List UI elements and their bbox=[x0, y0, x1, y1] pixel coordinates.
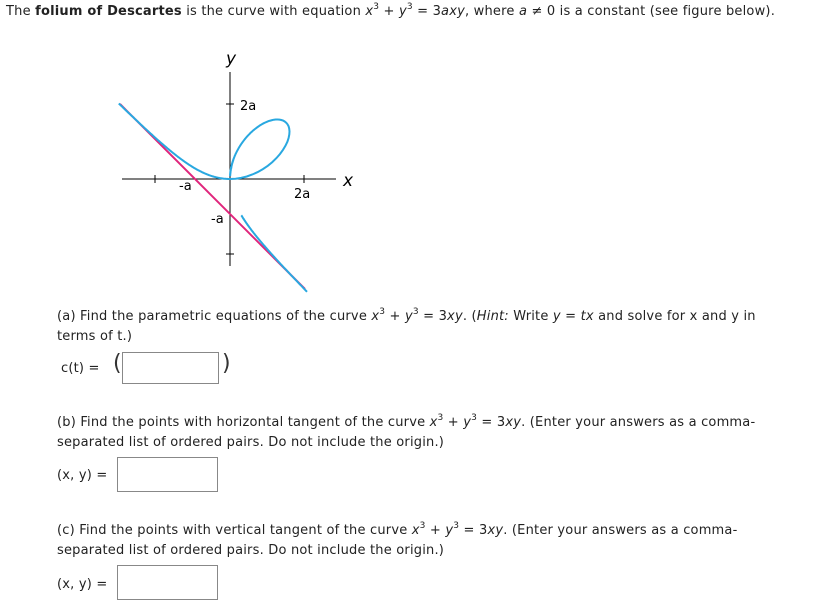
part-c-text-end: . (Enter your answers as a comma- bbox=[503, 523, 738, 538]
part-b-answer-input[interactable] bbox=[117, 457, 218, 492]
part-c-eq: = 3 bbox=[459, 523, 488, 538]
part-b-y: y bbox=[463, 415, 472, 430]
tick-label-2a-x: 2a bbox=[294, 187, 311, 202]
tick-label-neg-a-y: -a bbox=[211, 212, 224, 227]
x-axis-label: x bbox=[343, 171, 354, 191]
part-c-line2: separated list of ordered pairs. Do not include the origin.) bbox=[57, 543, 445, 558]
part-a-hint-y: y bbox=[552, 309, 561, 324]
part-a-line1 bbox=[57, 309, 756, 324]
part-a-text-end: and solve for x and y in bbox=[593, 309, 756, 324]
part-b-line2: separated list of ordered pairs. Do not include the origin.) bbox=[57, 435, 445, 450]
part-a-hint-tx: tx bbox=[580, 309, 594, 324]
part-b-text: (b) Find the points with horizontal tangent of the curve bbox=[57, 415, 430, 430]
part-c-line1 bbox=[57, 523, 737, 538]
part-a-dot: . ( bbox=[462, 309, 477, 324]
part-b-exp1: 3 bbox=[437, 413, 444, 423]
part-a-text: (a) Find the parametric equations of the curve bbox=[57, 309, 372, 324]
part-a-x: x bbox=[371, 309, 380, 324]
part-b-eq: = 3 bbox=[477, 415, 506, 430]
eq-a: a bbox=[518, 4, 528, 19]
part-c-text: (c) Find the points with vertical tangent of the curve bbox=[57, 523, 412, 538]
part-b-text-end: . (Enter your answers as a comma- bbox=[521, 415, 756, 430]
open-paren: ( bbox=[113, 351, 122, 376]
part-a-plus: + bbox=[385, 309, 405, 324]
part-a-hint: Hint: bbox=[476, 309, 509, 324]
eq-x: x bbox=[365, 4, 374, 19]
part-a-line2: terms of t.) bbox=[57, 329, 133, 344]
part-b-label: (x, y) = bbox=[57, 468, 108, 483]
intro-term: folium of Descartes bbox=[35, 4, 182, 19]
intro-suffix: ≠ 0 is a constant (see figure below). bbox=[527, 4, 776, 19]
part-a-label: c(t) = bbox=[61, 361, 100, 376]
intro-prefix: The bbox=[6, 4, 36, 19]
part-a-exp2: 3 bbox=[412, 307, 419, 317]
part-b-x: x bbox=[429, 415, 438, 430]
part-c-xy: xy bbox=[487, 523, 504, 538]
part-c-x: x bbox=[411, 523, 420, 538]
tick-label-neg-a-x: -a bbox=[179, 179, 192, 194]
eq-plus: + bbox=[379, 4, 399, 19]
part-a-xy: xy bbox=[447, 309, 463, 324]
part-c-plus: + bbox=[425, 523, 446, 538]
eq-exp1: 3 bbox=[373, 2, 380, 12]
close-paren: ) bbox=[222, 351, 231, 376]
eq-exp2: 3 bbox=[406, 2, 413, 12]
part-a-exp1: 3 bbox=[379, 307, 386, 317]
part-a-eq: = 3 bbox=[418, 309, 448, 324]
part-c-y: y bbox=[445, 523, 454, 538]
part-c-label: (x, y) = bbox=[57, 577, 108, 592]
intro-middle: is the curve with equation bbox=[181, 4, 366, 19]
part-a-hint-text: Write bbox=[508, 309, 553, 324]
part-b-xy: xy bbox=[505, 415, 522, 430]
part-c-answer-input[interactable] bbox=[117, 565, 218, 600]
part-a-answer-input[interactable] bbox=[122, 352, 219, 384]
part-c-exp2: 3 bbox=[453, 521, 460, 531]
part-b-exp2: 3 bbox=[471, 413, 478, 423]
part-b-plus: + bbox=[443, 415, 464, 430]
part-c-exp1: 3 bbox=[419, 521, 426, 531]
eq-axy: axy bbox=[441, 4, 465, 19]
part-a-y: y bbox=[404, 309, 413, 324]
tick-label-2a-y: 2a bbox=[240, 99, 257, 114]
part-a-hint-eq: = bbox=[560, 309, 581, 324]
part-b-line1 bbox=[57, 415, 755, 430]
eq-where: , where bbox=[465, 4, 519, 19]
y-axis-label: y bbox=[226, 49, 237, 69]
eq-equals: = 3 bbox=[412, 4, 442, 19]
eq-y: y bbox=[398, 4, 407, 19]
